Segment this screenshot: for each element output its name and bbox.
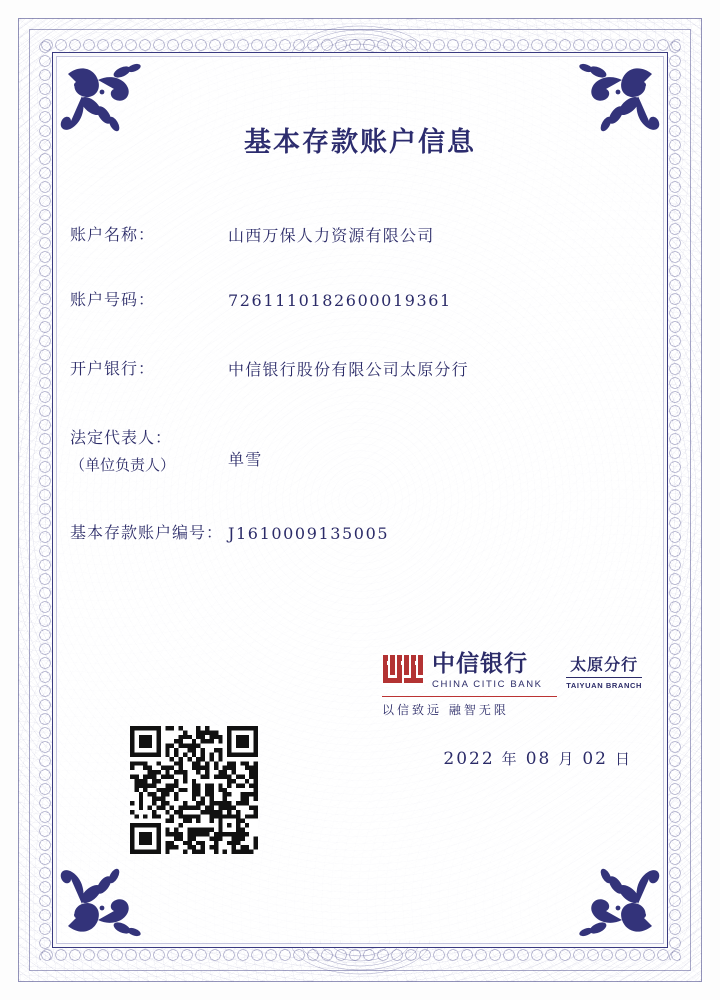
floral-corner-ornament-icon-bottom-left — [58, 864, 150, 942]
scallop-border-right — [668, 40, 682, 960]
field-value-opening-bank: 中信银行股份有限公司太原分行 — [228, 360, 469, 379]
field-label-main: 法定代表人： — [70, 428, 173, 447]
field-value-legal-representative: 单雪 — [228, 450, 263, 469]
field-value-account-number: 7261110182600019361 — [228, 291, 452, 310]
scallop-border-top — [40, 38, 680, 52]
bank-name-en: CHINA CITIC BANK — [432, 679, 543, 690]
bank-slogan: 以信致远 融智无限 — [382, 696, 557, 718]
field-label: 开户银行： — [70, 359, 156, 378]
bank-branch-group — [558, 652, 642, 690]
field-label-legal-representative — [70, 426, 228, 477]
citic-bank-logo-icon — [382, 648, 424, 690]
field-label: 基本存款账户编号： — [70, 522, 224, 542]
bank-branch-cn: 太原分行 — [566, 652, 642, 678]
scallop-border-bottom — [40, 948, 680, 962]
bank-logo-block — [382, 648, 642, 718]
date-year: 2022 — [443, 749, 495, 769]
floral-corner-ornament-icon-bottom-right — [570, 864, 662, 942]
document-content — [70, 120, 650, 546]
issue-date — [443, 748, 632, 769]
field-label: 账户号码： — [70, 290, 156, 309]
bank-branch-en: TAIYUAN BRANCH — [566, 681, 642, 690]
qr-code-canvas — [130, 726, 258, 854]
scallop-border-left — [38, 40, 52, 960]
field-label-sub: （单位负责人） — [70, 456, 176, 474]
date-month-unit: 月 — [558, 750, 576, 768]
bank-logo-row — [382, 648, 642, 690]
qr-code-icon — [130, 726, 258, 854]
page-title: 基本存款账户信息 — [244, 127, 476, 158]
field-basic-account-code — [70, 521, 650, 546]
field-value-account-name: 山西万保人力资源有限公司 — [228, 226, 435, 245]
field-value-basic-account-code: J1610009135005 — [228, 523, 390, 543]
date-day-unit: 日 — [614, 750, 632, 768]
field-account-number — [70, 288, 650, 313]
date-day: 02 — [582, 749, 608, 769]
date-month: 08 — [525, 749, 552, 769]
date-year-unit: 年 — [501, 750, 519, 768]
field-legal-representative — [70, 426, 650, 477]
field-account-name — [70, 223, 650, 248]
field-opening-bank — [70, 357, 650, 382]
field-label: 账户名称： — [70, 225, 156, 244]
bank-name-cn: 中信银行 — [432, 649, 528, 677]
bank-name-group — [432, 649, 550, 690]
